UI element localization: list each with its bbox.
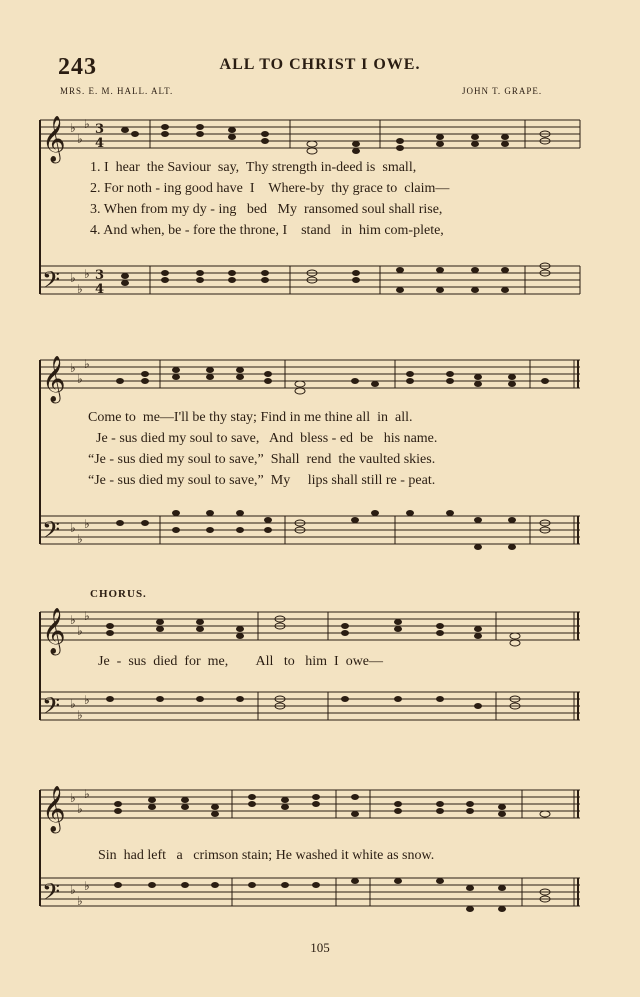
verse-lyrics-system-2 <box>0 410 640 506</box>
svg-text:𝄢: 𝄢 <box>42 878 61 911</box>
svg-text:𝄢: 𝄢 <box>42 692 61 725</box>
svg-text:3: 3 <box>95 268 105 283</box>
lyric-line: Je - sus died for me, All to him I owe— <box>98 654 384 669</box>
svg-text:♭: ♭ <box>77 802 83 816</box>
svg-text:♭: ♭ <box>84 879 90 893</box>
svg-text:3: 3 <box>95 122 105 137</box>
svg-text:♭: ♭ <box>84 609 90 623</box>
lyric-line: 1. I hear the Saviour say, Thy strength in-deed is small, <box>90 160 417 175</box>
svg-text:𝄢: 𝄢 <box>42 516 61 549</box>
svg-text:♭: ♭ <box>77 708 83 722</box>
svg-text:♭: ♭ <box>70 271 76 285</box>
svg-text:4: 4 <box>95 282 105 297</box>
lyric-line: Je - sus died my soul to save, And bless - ed be his name. <box>96 431 438 446</box>
svg-text:♭: ♭ <box>70 791 76 805</box>
svg-text:♭: ♭ <box>70 121 76 135</box>
lyric-line: “Je - sus died my soul to save,” My lips shall still re - peat. <box>88 473 436 488</box>
music-system-4 <box>0 778 640 938</box>
svg-text:♭: ♭ <box>77 372 83 386</box>
svg-text:𝄞: 𝄞 <box>42 786 66 832</box>
svg-text:♭: ♭ <box>84 267 90 281</box>
svg-text:♭: ♭ <box>70 361 76 375</box>
chorus-label: CHORUS. <box>90 588 147 600</box>
chorus-lyrics-2 <box>0 848 640 896</box>
lyric-line: 2. For noth - ing good have I Where-by thy grace to claim— <box>90 181 450 196</box>
music-system-1 <box>0 108 640 308</box>
svg-text:𝄞: 𝄞 <box>42 356 66 402</box>
music-system-2 <box>0 348 640 558</box>
svg-text:♭: ♭ <box>77 132 83 146</box>
svg-text:♭: ♭ <box>84 787 90 801</box>
lyric-line: Sin had left a crimson stain; He washed it white as snow. <box>98 848 435 863</box>
svg-text:♭: ♭ <box>77 894 83 908</box>
svg-text:𝄞: 𝄞 <box>42 608 66 654</box>
svg-text:♭: ♭ <box>70 613 76 627</box>
svg-text:♭: ♭ <box>84 517 90 531</box>
svg-text:♭: ♭ <box>77 532 83 546</box>
lyric-line: 4. And when, be - fore the throne, I stand in him com-plete, <box>90 223 444 238</box>
lyric-line: “Je - sus died my soul to save,” Shall rend the vaulted skies. <box>88 452 436 467</box>
music-credit: JOHN T. GRAPE. <box>462 86 543 96</box>
svg-text:♭: ♭ <box>77 624 83 638</box>
svg-text:𝄢: 𝄢 <box>42 266 61 299</box>
svg-text:♭: ♭ <box>70 521 76 535</box>
music-system-3 <box>0 600 640 750</box>
hymn-number: 243 <box>58 54 97 80</box>
svg-text:𝄞: 𝄞 <box>42 116 66 162</box>
chorus-lyrics-1 <box>0 654 640 702</box>
lyric-line: Come to me—I'll be thy stay; Find in me thine all in all. <box>88 410 413 425</box>
svg-text:4: 4 <box>95 136 105 151</box>
words-credit: MRS. E. M. HALL. ALT. <box>60 86 174 96</box>
verse-lyrics-system-1 <box>0 160 640 256</box>
hymn-title: ALL TO CHRIST I OWE. <box>219 56 421 73</box>
svg-text:♭: ♭ <box>70 697 76 711</box>
svg-text:♭: ♭ <box>70 883 76 897</box>
svg-text:♭: ♭ <box>84 693 90 707</box>
lyric-line: 3. When from my dy - ing bed My ransomed soul shall rise, <box>90 202 443 217</box>
svg-text:♭: ♭ <box>84 117 90 131</box>
page-number: 105 <box>310 940 330 955</box>
svg-text:♭: ♭ <box>84 357 90 371</box>
svg-text:♭: ♭ <box>77 282 83 296</box>
